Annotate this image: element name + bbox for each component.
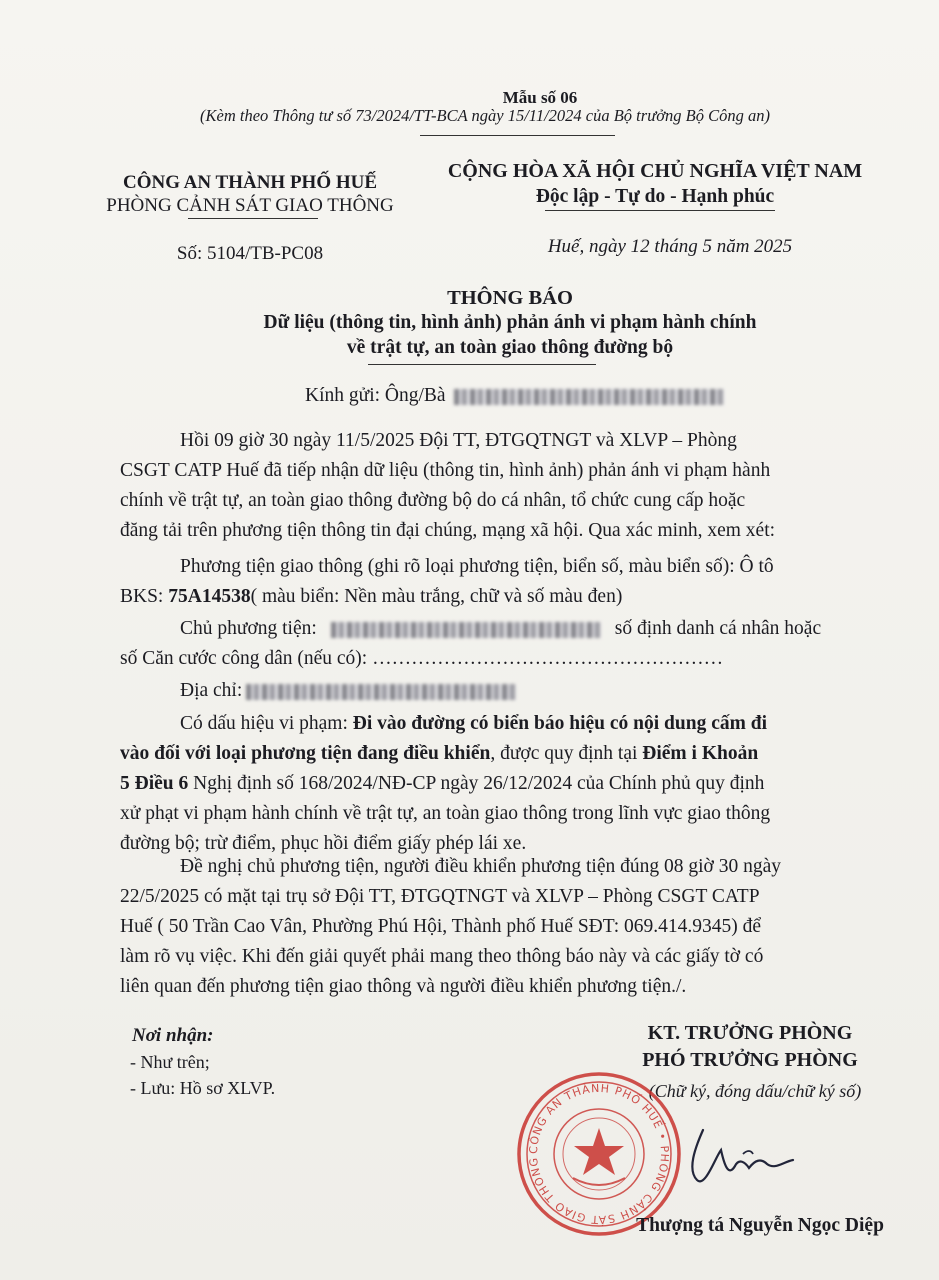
plate-label: BKS: [120,586,169,607]
owner-id-line: số Căn cước công dân (nếu có): ……………………………………………… [120,648,724,669]
owner-suffix: số định danh cá nhân hoặc [614,618,822,639]
paragraph-request [120,852,890,1002]
paragraph-owner [120,614,890,674]
violation-text: Nghị định số 168/2024/NĐ-CP ngày 26/12/2024 của Chính phủ quy định [188,773,765,794]
request-line: Huế ( 50 Trần Cao Vân, Phường Phú Hội, Thành phố Huế SĐT: 069.414.9345) để [120,916,762,937]
receiver-item: - Như trên; [130,1052,210,1072]
paragraph-line: Hồi 09 giờ 30 ngày 11/5/2025 Đội TT, ĐTGQTNGT và XLVP – Phòng [180,430,737,451]
agency-department: PHÒNG CẢNH SÁT GIAO THÔNG [106,195,394,216]
document-subtitle-1: Dữ liệu (thông tin, hình ảnh) phản ánh vi phạm hành chính [263,312,757,333]
redacted-owner [331,622,601,638]
stamp-text: CÔNG AN THÀNH PHỐ HUẾ • PHÒNG CẢNH SÁT GIAO THÔNG [526,1081,672,1227]
agency-name: CÔNG AN THÀNH PHỐ HUẾ [122,172,378,193]
request-line: liên quan đến phương tiện giao thông và người điều khiển phương tiện./. [120,976,687,997]
violation-line [120,769,890,799]
violation-text: , được quy định tại [490,743,643,764]
divider-title [368,364,596,365]
owner-line [120,614,890,644]
nation-motto: Độc lập - Tự do - Hạnh phúc [535,186,775,207]
document-title: THÔNG BÁO [447,287,573,309]
vehicle-plate-line [120,582,890,612]
paragraph-address [120,676,890,706]
handwritten-signature-icon [665,1118,805,1198]
violation-label: Có dấu hiệu vi phạm: [180,713,353,734]
nation-name: CỘNG HÒA XÃ HỘI CHỦ NGHĨA VIỆT NAM [447,160,863,182]
violation-line: đường bộ; trừ điểm, phục hồi điểm giấy phép lái xe. [120,833,527,854]
recipient-line [305,385,728,407]
paragraph-line: chính về trật tự, an toàn giao thông đường bộ do cá nhân, tổ chức cung cấp hoặc [120,490,746,511]
violation-clause: Điểm i Khoản [642,743,759,764]
place-date: Huế, ngày 12 tháng 5 năm 2025 [547,236,793,257]
violation-text: Đi vào đường có biển báo hiệu có nội dung cấm đi [352,713,767,734]
paragraph-violation [120,709,890,859]
violation-text: vào đối với loại phương tiện đang điều khiển [120,743,491,764]
receiver-item: - Lưu: Hồ sơ XLVP. [130,1078,276,1098]
divider-top [420,135,615,136]
request-line: làm rõ vụ việc. Khi đến giải quyết phải mang theo thông báo này và các giấy tờ có [120,946,764,967]
document-subtitle-2: về trật tự, an toàn giao thông đường bộ [346,337,674,358]
recipient-label: Kính gửi: Ông/Bà [305,385,446,406]
violation-article: 5 Điều 6 [120,773,189,794]
paragraph-vehicle [120,552,890,612]
signer-title-2: PHÓ TRƯỞNG PHÒNG [642,1049,858,1071]
divider-agency [188,218,318,219]
address-label: Địa chỉ: [180,680,243,701]
signer-title-1: KT. TRƯỞNG PHÒNG [647,1022,853,1044]
violation-line [120,739,890,769]
violation-line: xử phạt vi phạm hành chính về trật tự, an toàn giao thông trong lĩnh vực giao thông [120,803,771,824]
redacted-recipient [454,389,724,405]
official-stamp-icon [515,1070,683,1238]
request-line: Đề nghị chủ phương tiện, người điều khiển phương tiện đúng 08 giờ 30 ngày [180,856,782,877]
redacted-address [246,684,516,700]
address-line [120,676,890,706]
owner-label: Chủ phương tiện: [180,618,317,639]
divider-motto [545,210,775,211]
form-number: Mẫu số 06 [502,88,578,107]
signer-name: Thượng tá Nguyễn Ngọc Diệp [636,1215,884,1236]
paragraph-line: CSGT CATP Huế đã tiếp nhận dữ liệu (thông tin, hình ảnh) phản ánh vi phạm hành [120,460,771,481]
form-note: (Kèm theo Thông tư số 73/2024/TT-BCA ngày 15/11/2024 của Bộ trưởng Bộ Công an) [200,106,770,125]
plate-number: 75A14538 [168,586,251,607]
document-number: Số: 5104/TB-PC08 [176,243,324,264]
receivers-label: Nơi nhận: [132,1025,214,1046]
violation-line [120,709,890,739]
paragraph-line: đăng tải trên phương tiện thông tin đại chúng, mạng xã hội. Qua xác minh, xem xét: [120,520,776,541]
request-line: 22/5/2025 có mặt tại trụ sở Đội TT, ĐTGQTNGT và XLVP – Phòng CSGT CATP [120,886,760,907]
paragraph-receipt [120,426,890,546]
sign-note: (Chữ ký, đóng dấu/chữ ký số) [648,1081,862,1101]
vehicle-line: Phương tiện giao thông (ghi rõ loại phương tiện, biển số, màu biển số): Ô tô [180,556,774,577]
plate-color: ( màu biển: Nền màu trắng, chữ và số màu đen) [250,586,623,607]
